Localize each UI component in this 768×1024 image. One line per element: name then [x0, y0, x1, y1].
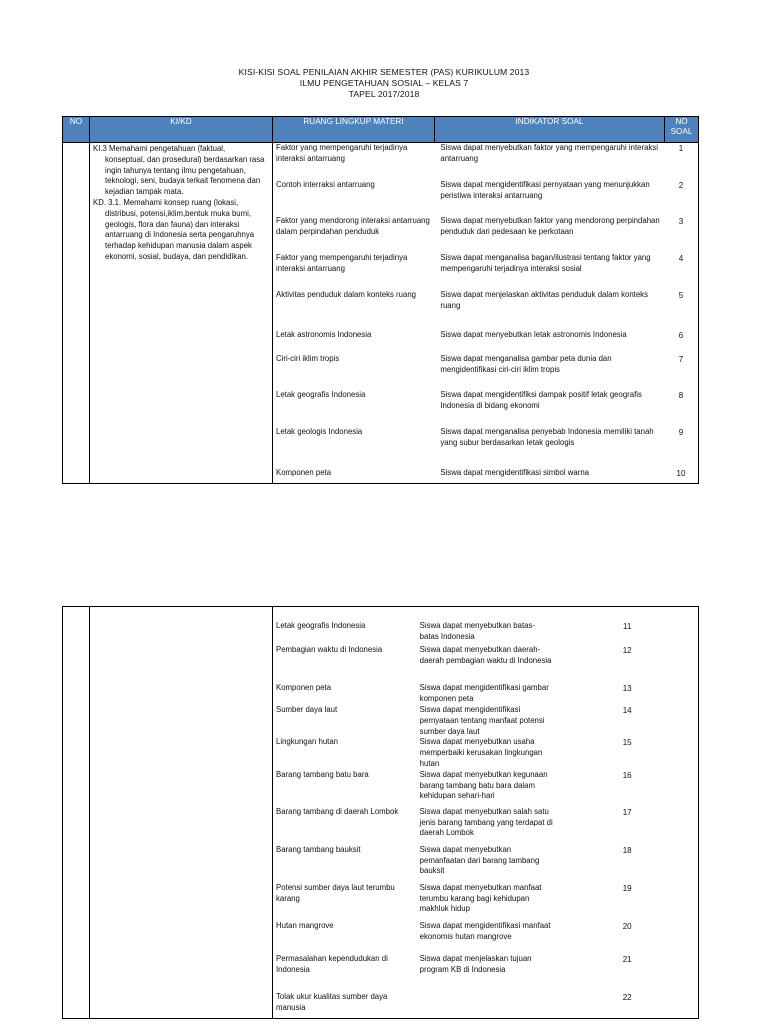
indikator-cell: Siswa dapat menyebutkan salah satu jenis barang tambang yang terdapat di daerah Lombok: [419, 806, 553, 838]
no-soal-cell: 4: [678, 254, 684, 263]
materi-cell: Barang tambang bauksit: [276, 844, 361, 854]
no-soal-cell: 9: [678, 428, 684, 437]
table-row: [273, 468, 698, 483]
no-soal-cell: 3: [678, 217, 684, 226]
table-row: [273, 683, 698, 705]
no-soal-cell: 10: [676, 469, 686, 478]
no-soal-cell: 22: [622, 992, 632, 1002]
ki-line: KI.3 Memahami pengetahuan (faktual,: [93, 144, 226, 153]
table-row: [273, 845, 698, 883]
document-subtitle: ILMU PENGETAHUAN SOSIAL – KELAS 7: [299, 78, 469, 88]
header-no: NO: [63, 117, 90, 143]
indikator-cell: Siswa dapat menganalisa penyebab Indonesia memiliki tanah yang subur berdasarkan letak geologis: [440, 427, 654, 447]
materi-cell: Komponen peta: [276, 468, 332, 477]
table-row: [273, 290, 698, 330]
no-soal-cell: 14: [622, 706, 632, 715]
no-soal-cell: 20: [622, 921, 632, 931]
no-soal-cell: 1: [678, 144, 684, 153]
no-soal-cell: 11: [623, 622, 632, 631]
materi-cell: Aktivitas penduduk dalam konteks ruang: [276, 290, 416, 299]
rows-page1: [273, 143, 698, 483]
materi-cell: Letak geografis Indonesia: [276, 621, 366, 630]
indikator-cell: Siswa dapat mengidentifikasi manfaat ekonomis hutan mangrove: [419, 920, 551, 941]
table-row: [273, 330, 698, 354]
no-soal-cell: 17: [622, 807, 632, 817]
indikator-cell: Siswa dapat menyebutkan manfaat terumbu karang bagi kehidupan makhluk hidup: [419, 882, 542, 914]
table-row: [273, 390, 698, 427]
table-row: [273, 621, 698, 645]
table-header-row: [63, 117, 699, 143]
materi-cell: Tolak ukur kualitas sumber daya manusia: [276, 991, 388, 1012]
no-soal-cell: 5: [678, 291, 684, 300]
header-no-soal: [665, 117, 699, 143]
no-soal-cell: 18: [622, 845, 632, 855]
indikator-cell: Siswa dapat mengidentifikasi gambar komponen peta: [419, 683, 549, 703]
indikator-cell: Siswa dapat menyebutkan usaha memperbaiki kerusakan lingkungan hutan: [419, 737, 543, 768]
indikator-cell: Siswa dapat mengidentifikasi pernyataan tentang manfaat potensi sumber daya laut: [419, 705, 545, 736]
materi-cell: Potensi sumber daya laut terumbu karang: [276, 882, 395, 903]
materi-cell: Faktor yang mempengaruhi terjadinya interaksi antarruang: [276, 253, 408, 273]
no-soal-cell: 16: [622, 770, 632, 780]
table-row: [273, 807, 698, 845]
ki-text: konseptual, dan prosedural) berdasarkan rasa ingin tahunya tentang ilmu pengetahuan, teknologi, seni, budaya terkait fenomena dan kejadian tampak mata.: [105, 154, 265, 197]
indikator-cell: Siswa dapat menjelaskan aktivitas penduduk dalam konteks ruang: [440, 290, 648, 310]
no-soal-cell: 19: [622, 883, 632, 893]
materi-cell: Sumber daya laut: [276, 705, 338, 714]
header-kikd: KI/KD: [90, 117, 273, 143]
table-body-row: [63, 607, 699, 1019]
indikator-cell: Siswa dapat menyebutkan faktor yang mendorong perpindahan penduduk dari pedesaan ke perkotaan: [440, 216, 660, 236]
no-column-cell: [63, 607, 90, 1019]
kd-text: distribusi, potensi,iklim,bentuk muka bumi, geologis, flora dan fauna) dan interaksi antarruang di Indonesia serta pengaruhnya terhadap kehidupan manusia dalam aspek ekonomi, sosial, budaya, dan pendidikan.: [105, 208, 255, 261]
kisi-kisi-table-page2: [62, 606, 699, 1019]
materi-cell: Pembagian waktu di Indonesia: [276, 645, 383, 654]
kikd-cell: [90, 143, 273, 484]
kisi-kisi-table-page1: [62, 116, 699, 484]
materi-cell: Ciri-ciri iklim tropis: [276, 354, 340, 363]
no-soal-cell: 7: [678, 355, 684, 364]
no-soal-cell: 13: [622, 684, 632, 693]
indikator-cell: Siswa dapat mengidentifiksi dampak positif letak geografis Indonesia di bidang ekonomi: [440, 390, 642, 410]
table-row: [273, 954, 698, 992]
no-soal-cell: 15: [622, 738, 632, 748]
table-row: [273, 883, 698, 921]
table-row: [273, 705, 698, 737]
table-row: [273, 143, 698, 180]
materi-cell: Faktor yang mempengaruhi terjadinya interaksi antarruang: [276, 143, 408, 163]
indikator-cell: Siswa dapat mengidentifikasi pernyataan yang menunjukkan peristiwa interaksi antarruang: [440, 180, 650, 200]
kikd-cell: [90, 607, 273, 1019]
materi-cell: Letak geologis Indonesia: [276, 427, 363, 436]
indikator-cell: Siswa dapat menyebutkan daerah-daerah pembagian waktu di Indonesia: [419, 645, 552, 665]
table-body-row: [63, 143, 699, 484]
no-soal-cell: 21: [622, 954, 632, 964]
materi-cell: Komponen peta: [276, 683, 332, 692]
rows-page2: [273, 607, 698, 1018]
table-row: [273, 180, 698, 216]
no-soal-cell: 6: [678, 331, 684, 340]
table-row: [273, 645, 698, 683]
no-soal-cell: 8: [678, 391, 684, 400]
table-row: [273, 921, 698, 954]
materi-cell: Barang tambang di daerah Lombok: [276, 806, 399, 816]
no-column-cell: [63, 143, 90, 484]
materi-cell: Permasalahan kependudukan di Indonesia: [276, 953, 388, 974]
rows-container: [273, 607, 699, 1019]
header-indikator: INDIKATOR SOAL: [435, 117, 665, 143]
indikator-cell: Siswa dapat menyebutkan batas-batas Indonesia: [419, 621, 535, 641]
document-title: KISI-KISI SOAL PENILAIAN AKHIR SEMESTER (PAS) KURIKULUM 2013: [238, 67, 530, 77]
table-row: [273, 253, 698, 290]
indikator-cell: Siswa dapat menjelaskan tujuan program KB di Indonesia: [419, 953, 532, 974]
document-year: TAPEL 2017/2018: [348, 89, 420, 99]
header-materi: RUANG LINGKUP MATERI: [273, 117, 435, 143]
indikator-cell: Siswa dapat menyebutkan letak astronomis Indonesia: [440, 330, 627, 339]
materi-cell: Lingkungan hutan: [276, 737, 338, 747]
table-row: [273, 216, 698, 253]
materi-cell: Faktor yang mendorong interaksi antarruang dalam perpindahan penduduk: [276, 216, 430, 236]
table-row: [273, 354, 698, 390]
indikator-cell: Siswa dapat menyebutkan pemanfaatan dari barang tambang bauksit: [419, 844, 540, 876]
header-no-soal-line1: NO: [675, 117, 688, 126]
materi-cell: Letak astronomis Indonesia: [276, 330, 372, 339]
no-soal-cell: 2: [678, 181, 684, 190]
table-row: [273, 770, 698, 807]
table-row: [273, 737, 698, 769]
indikator-cell: Siswa dapat menganalisa bagan/ilustrasi tentang faktor yang mempengaruhi terjadinya interaksi sosial: [440, 253, 651, 273]
table-row: [273, 427, 698, 468]
indikator-cell: Siswa dapat menganalisa gambar peta dunia dan mengidentifikasi ciri-ciri iklim tropis: [440, 354, 612, 374]
rows-container: [273, 143, 699, 484]
header-no-soal-line2: SOAL: [670, 127, 693, 136]
table-row: [273, 992, 698, 1018]
kd-line: KD. 3.1. Memahami konsep ruang (lokasi,: [93, 197, 239, 207]
materi-cell: Contoh interraksi antarruang: [276, 180, 375, 189]
materi-cell: Letak geografis Indonesia: [276, 390, 366, 399]
materi-cell: Barang tambang batu bara: [276, 769, 369, 779]
indikator-cell: Siswa dapat menyebutkan faktor yang mempengaruhi interaksi antarruang: [440, 143, 658, 163]
indikator-cell: Siswa dapat menyebutkan kegunaan barang tambang batu bara dalam kehidupan sehari-hari: [419, 769, 548, 801]
materi-cell: Hutan mangrove: [276, 920, 334, 930]
indikator-cell: Siswa dapat mengidentifikasi simbol warna: [440, 468, 590, 477]
no-soal-cell: 12: [622, 646, 632, 655]
